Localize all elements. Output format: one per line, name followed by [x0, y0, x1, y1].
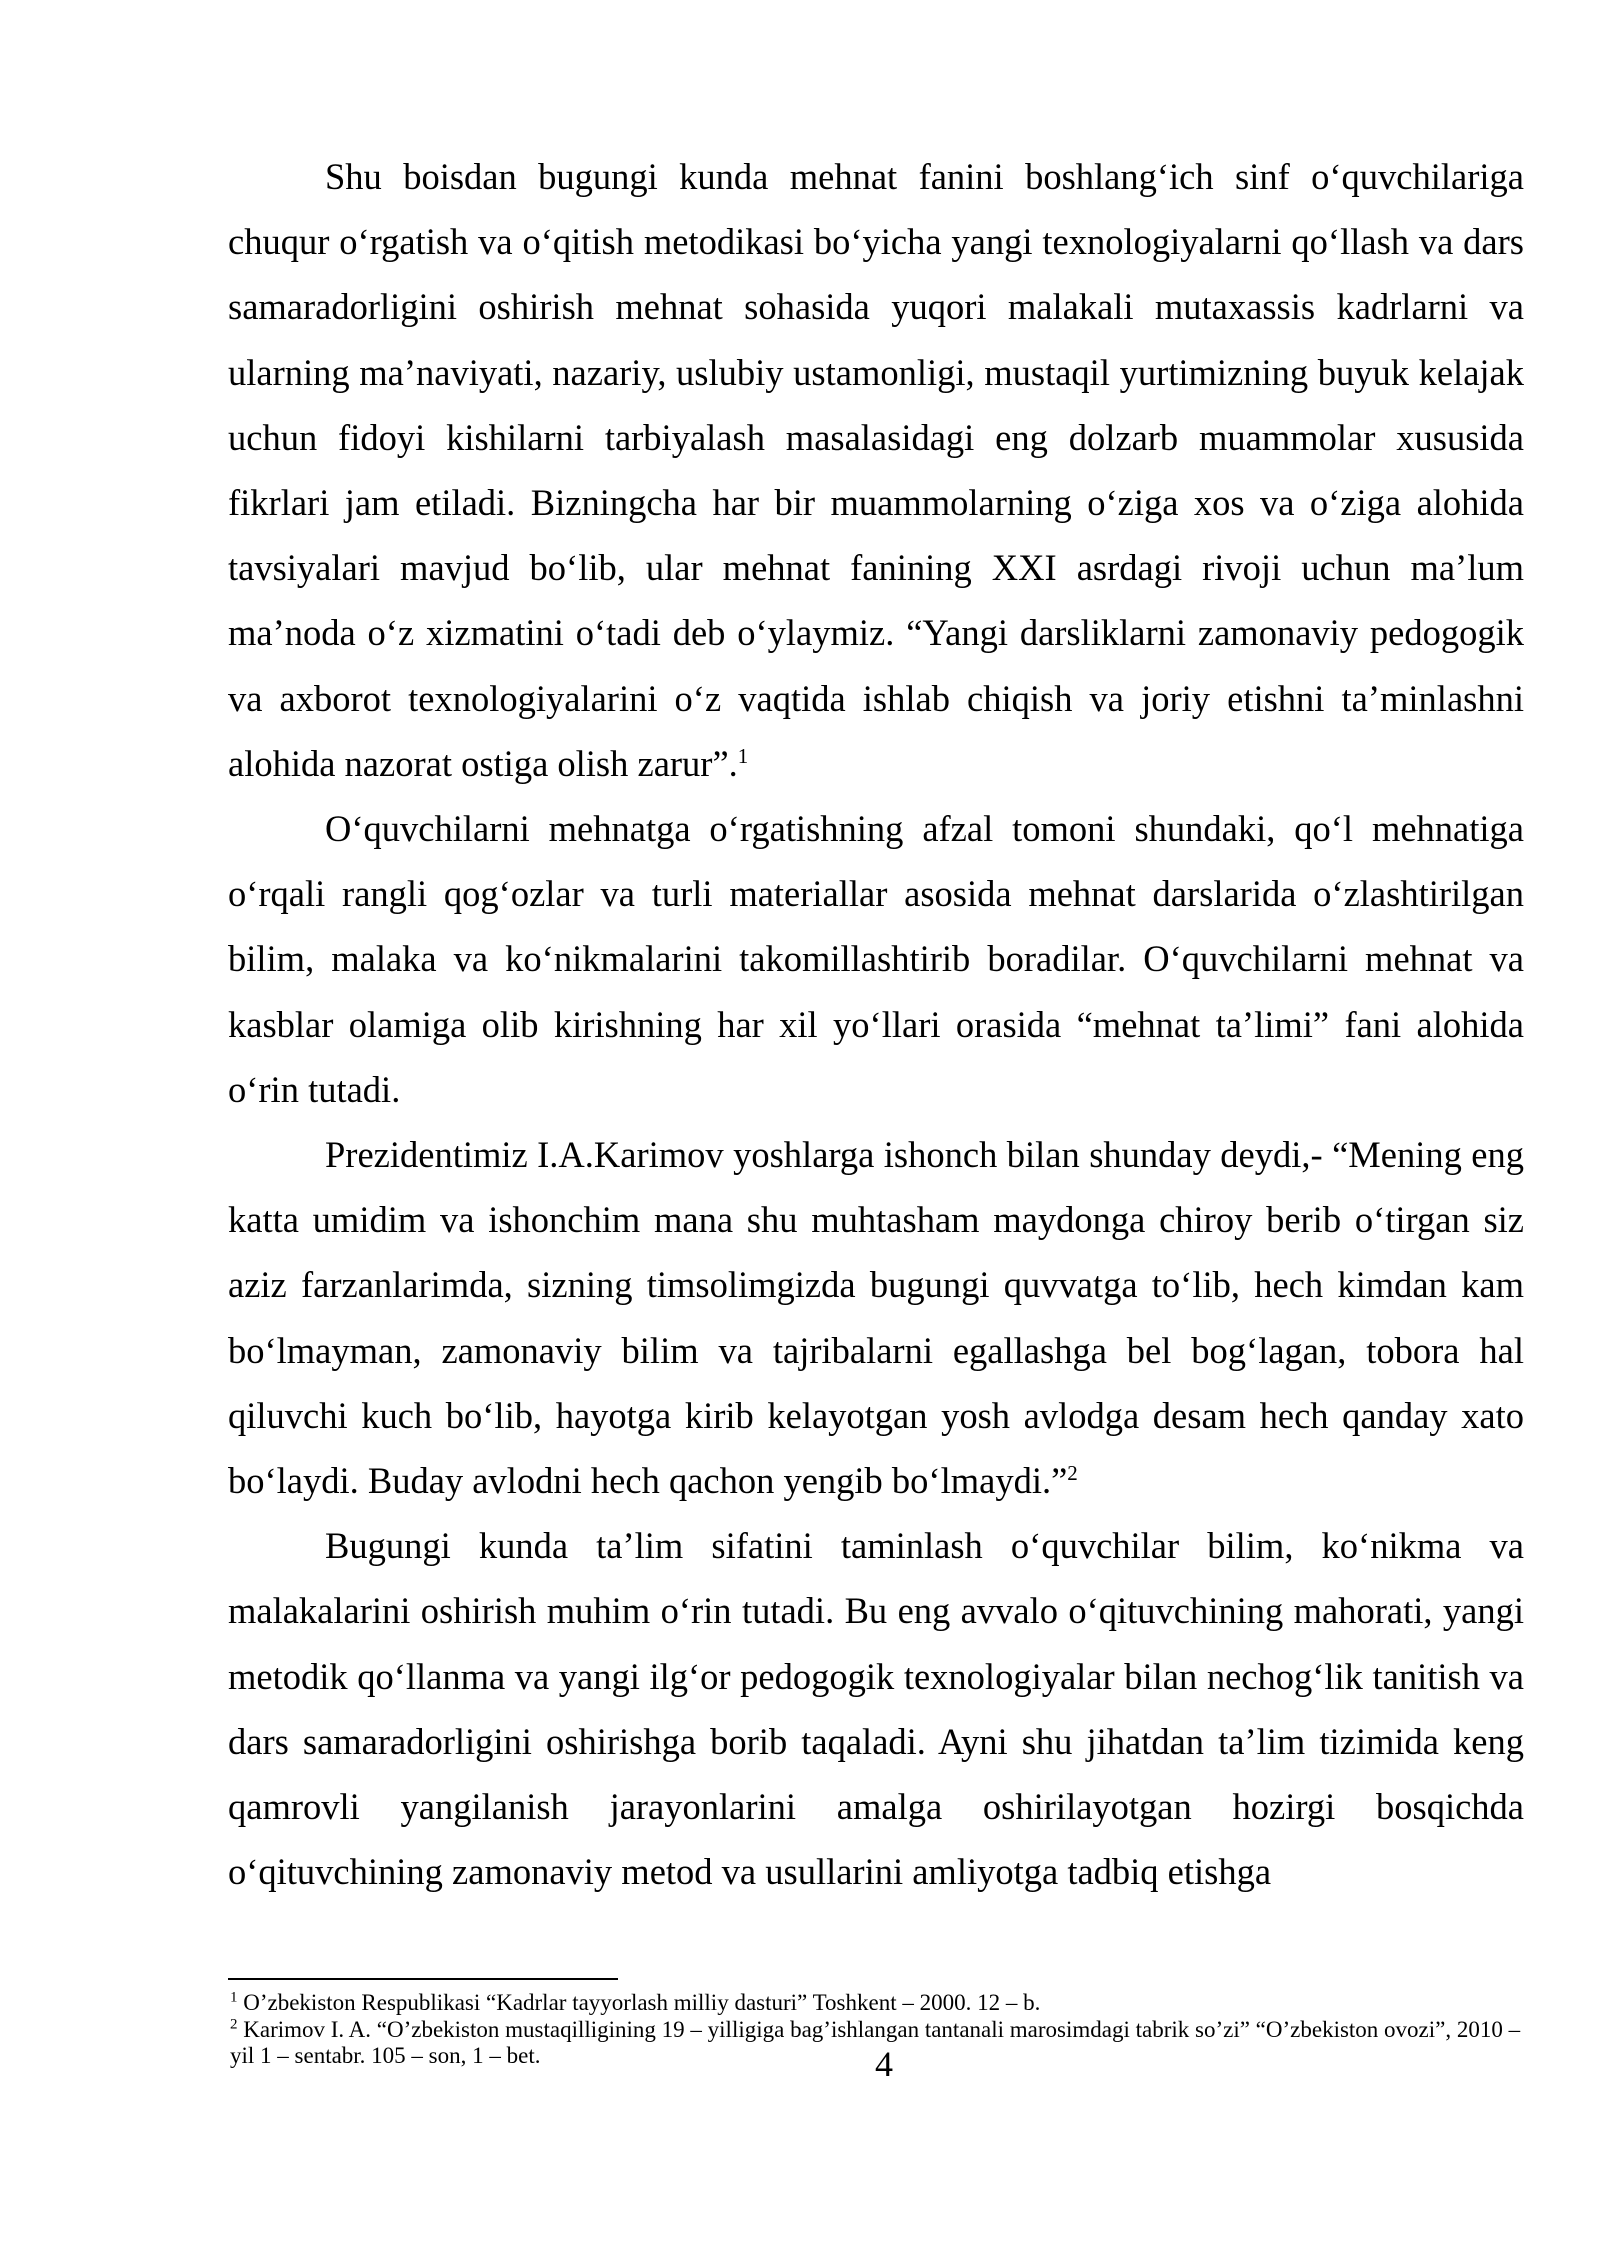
- paragraph: [228, 1513, 1524, 1904]
- paragraph-text: Bugungi kunda ta’lim sifatini taminlash o‘quvchilar bilim, ko‘nikma va malakalarini oshirish muhim o‘rin tutadi. Bu eng avvalo o‘qituvchining mahorati, yangi metodik qo‘llanma va yangi ilg‘or pedogogik texnologiyalar bilan nechog‘lik tanitish va dars samaradorligini oshirishga borib taqaladi. Ayni shu jihatdan ta’lim tizimida keng qamrovli yangilanish jarayonlarini amalga oshirilayotgan hozirgi bosqichda o‘qituvchining zamonaviy metod va usullarini amliyotga tadbiq etishga: [228, 1525, 1524, 1893]
- footnote-reference[interactable]: 2: [1067, 1460, 1078, 1485]
- paragraph: [228, 796, 1524, 1122]
- footnote: [230, 1990, 1526, 2017]
- paragraph-text: Prezidentimiz I.A.Karimov yoshlarga ishonch bilan shunday deydi,- “Mening eng katta umidim va ishonchim mana shu muhtasham maydonga chiroy berib o‘tirgan siz aziz farzanlarimda, sizning timsolimgizda bugungi quvvatga to‘lib, hech kimdan kam bo‘lmayman, zamonaviy bilim va tajribalarni egallashga bel bog‘lagan, tobora hal qiluvchi kuch bo‘lib, hayotga kirib kelayotgan yosh avlodga desam hech qanday xato bo‘laydi. Buday avlodni hech qachon yengib bo‘lmaydi.”: [228, 1134, 1524, 1502]
- body-text: [228, 144, 1524, 1904]
- page-number: 4: [875, 2044, 893, 2084]
- footnote-mark: 1: [230, 1989, 238, 2006]
- footnote-text: Karimov I. A. “O’zbekiston mustaqilligining 19 – yilligiga bag’ishlangan tantanali marosimdagi tabrik so’zi” “O’zbekiston ovozi”, 2010 – yil 1 – sentabr. 105 – son, 1 – bet.: [230, 2016, 1521, 2068]
- paragraph: [228, 144, 1524, 796]
- footnote-reference[interactable]: 1: [737, 743, 749, 768]
- footnote-mark: 2: [230, 2015, 238, 2032]
- paragraph-text: O‘quvchilarni mehnatga o‘rgatishning afzal tomoni shundaki, qo‘l mehnatiga o‘rqali rangli qog‘ozlar va turli materiallar asosida mehnat darslarida o‘zlashtirilgan bilim, malaka va ko‘nikmalarini takomillashtirib boradilar. O‘quvchilarni mehnat va kasblar olamiga olib kirishning har xil yo‘llari orasida “mehnat ta’limi” fani alohida o‘rin tutadi.: [228, 808, 1524, 1110]
- footnote-separator: [228, 1978, 618, 1980]
- paragraph: [228, 1122, 1524, 1513]
- paragraph-text: Shu boisdan bugungi kunda mehnat fanini boshlang‘ich sinf o‘quvchilariga chuqur o‘rgatish va o‘qitish metodikasi bo‘yicha yangi texnologiyalarni qo‘llash va dars samaradorligini oshirish mehnat sohasida yuqori malakali mutaxassis kadrlarni va ularning ma’naviyati, nazariy, uslubiy ustamonligi, mustaqil yurtimizning buyuk kelajak uchun fidoyi kishilarni tarbiyalash masalasidagi eng dolzarb muammolar xususida fikrlari jam etiladi. Bizningcha har bir muammolarning o‘ziga xos va o‘ziga alohida tavsiyalari mavjud bo‘lib, ular mehnat fanining XXI asrdagi rivoji uchun ma’lum ma’noda o‘z xizmatini o‘tadi deb o‘ylaymiz. “Yangi darsliklarni zamonaviy pedogogik va axborot texnologiyalarini o‘z vaqtida ishlab chiqish va joriy etishni ta’minlashni alohida nazorat ostiga olish zarur”.: [228, 156, 1524, 784]
- footnote-text: O’zbekiston Respublikasi “Kadrlar tayyorlash milliy dasturi” Toshkent – 2000. 12 – b.: [237, 1990, 1041, 2015]
